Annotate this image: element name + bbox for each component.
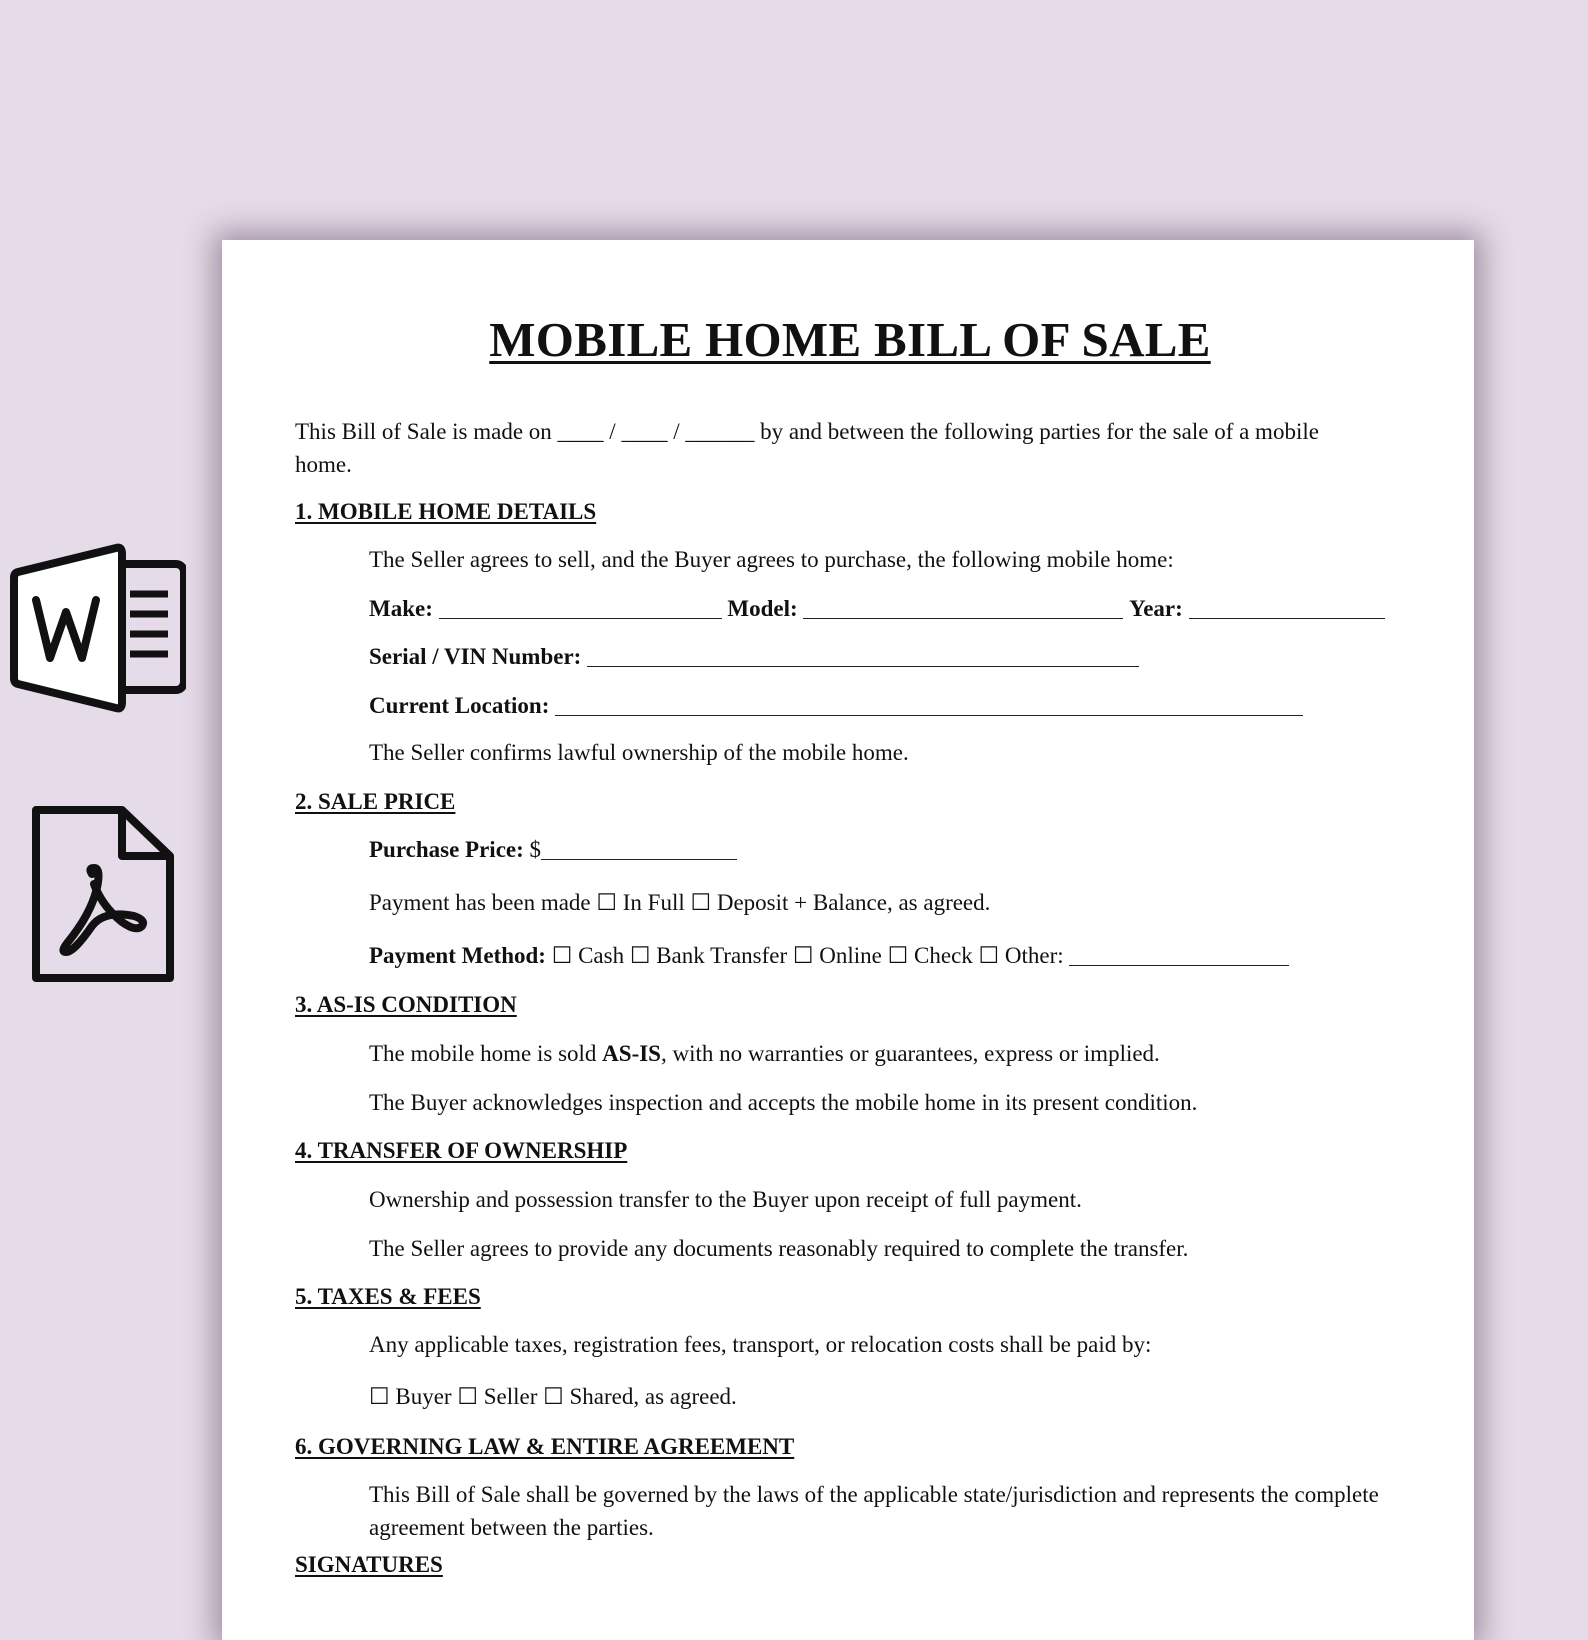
model-label: Model: bbox=[727, 596, 798, 621]
payment-method-row bbox=[369, 939, 1289, 972]
as-is-line-2: The Buyer acknowledges inspection and accepts the mobile home in its present condition. bbox=[369, 1090, 1198, 1115]
checkbox-online[interactable]: ☐ bbox=[792, 943, 814, 968]
checkbox-other[interactable]: ☐ bbox=[978, 943, 1000, 968]
checkbox-shared[interactable]: ☐ bbox=[543, 1384, 564, 1409]
taxes-line-1: Any applicable taxes, registration fees, transport, or relocation costs shall be paid by: bbox=[369, 1332, 1152, 1357]
checkbox-cash[interactable]: ☐ bbox=[551, 943, 573, 968]
as-is-emphasis: AS-IS bbox=[602, 1041, 661, 1066]
section-heading-taxes: 5. TAXES & FEES bbox=[295, 1284, 481, 1309]
option-seller: Seller bbox=[483, 1384, 538, 1409]
serial-field[interactable] bbox=[587, 644, 1139, 667]
microsoft-word-file-icon bbox=[10, 542, 186, 714]
section-heading-details: 1. MOBILE HOME DETAILS bbox=[295, 499, 597, 524]
transfer-line-1: Ownership and possession transfer to the Buyer upon receipt of full payment. bbox=[369, 1187, 1082, 1212]
price-field[interactable] bbox=[541, 837, 737, 860]
year-label: Year: bbox=[1129, 596, 1183, 621]
location-label: Current Location: bbox=[369, 693, 550, 718]
checkbox-deposit[interactable]: ☐ bbox=[690, 890, 712, 915]
intro-line-1: This Bill of Sale is made on ____ / ____ / ______ by and between the following parties for the sale of a mobile bbox=[295, 419, 1319, 444]
price-label: Purchase Price: bbox=[369, 837, 524, 862]
serial-label: Serial / VIN Number: bbox=[369, 644, 582, 669]
document-page bbox=[222, 240, 1474, 1640]
section-heading-price: 2. SALE PRICE bbox=[295, 789, 456, 814]
option-in-full: In Full bbox=[622, 890, 685, 915]
intro-line-2: home. bbox=[295, 452, 352, 477]
document-title: MOBILE HOME BILL OF SALE bbox=[489, 312, 1211, 367]
adobe-pdf-file-icon bbox=[30, 806, 176, 984]
option-shared: Shared, as agreed. bbox=[569, 1384, 737, 1409]
make-label: Make: bbox=[369, 596, 433, 621]
option-cash: Cash bbox=[578, 943, 625, 968]
section-heading-governing-law: 6. GOVERNING LAW & ENTIRE AGREEMENT bbox=[295, 1434, 795, 1459]
checkbox-in-full[interactable]: ☐ bbox=[596, 890, 617, 915]
checkbox-bank-transfer[interactable]: ☐ bbox=[629, 943, 651, 968]
option-deposit: Deposit + Balance, as agreed. bbox=[716, 890, 991, 915]
intro-paragraph bbox=[295, 415, 1405, 481]
checkbox-seller[interactable]: ☐ bbox=[457, 1384, 478, 1409]
option-check: Check bbox=[914, 943, 973, 968]
location-row bbox=[369, 689, 1303, 722]
as-is-line-1: The mobile home is sold AS-IS, with no warranties or guarantees, express or implied. bbox=[369, 1041, 1160, 1066]
model-field[interactable] bbox=[803, 596, 1123, 619]
section-heading-transfer: 4. TRANSFER OF OWNERSHIP bbox=[295, 1138, 628, 1163]
serial-row bbox=[369, 640, 1139, 673]
other-field[interactable] bbox=[1069, 943, 1289, 966]
make-model-year-row bbox=[369, 592, 1385, 625]
option-bank-transfer: Bank Transfer bbox=[656, 943, 788, 968]
taxes-options-row bbox=[369, 1380, 737, 1413]
make-field[interactable] bbox=[439, 596, 722, 619]
governing-law-paragraph: This Bill of Sale shall be governed by the laws of the applicable state/jurisdiction and represents the complete agreement between the parties. bbox=[369, 1482, 1379, 1540]
year-field[interactable] bbox=[1189, 596, 1385, 619]
option-other: Other: bbox=[1004, 943, 1064, 968]
checkbox-check[interactable]: ☐ bbox=[887, 943, 909, 968]
option-online: Online bbox=[819, 943, 882, 968]
payment-made-row bbox=[369, 886, 990, 919]
option-buyer: Buyer bbox=[395, 1384, 452, 1409]
price-row bbox=[369, 833, 737, 866]
section-heading-as-is: 3. AS-IS CONDITION bbox=[295, 992, 517, 1017]
location-field[interactable] bbox=[555, 693, 1303, 716]
method-label: Payment Method: bbox=[369, 943, 546, 968]
section-heading-signatures: SIGNATURES bbox=[295, 1552, 443, 1577]
currency-symbol: $ bbox=[529, 837, 542, 862]
payment-made-text: Payment has been made bbox=[369, 890, 591, 915]
checkbox-buyer[interactable]: ☐ bbox=[369, 1384, 390, 1409]
details-lead-text: The Seller agrees to sell, and the Buyer agrees to purchase, the following mobile home: bbox=[369, 547, 1174, 572]
transfer-line-2: The Seller agrees to provide any documents reasonably required to complete the transfer. bbox=[369, 1236, 1189, 1261]
ownership-confirm-text: The Seller confirms lawful ownership of the mobile home. bbox=[369, 740, 909, 765]
